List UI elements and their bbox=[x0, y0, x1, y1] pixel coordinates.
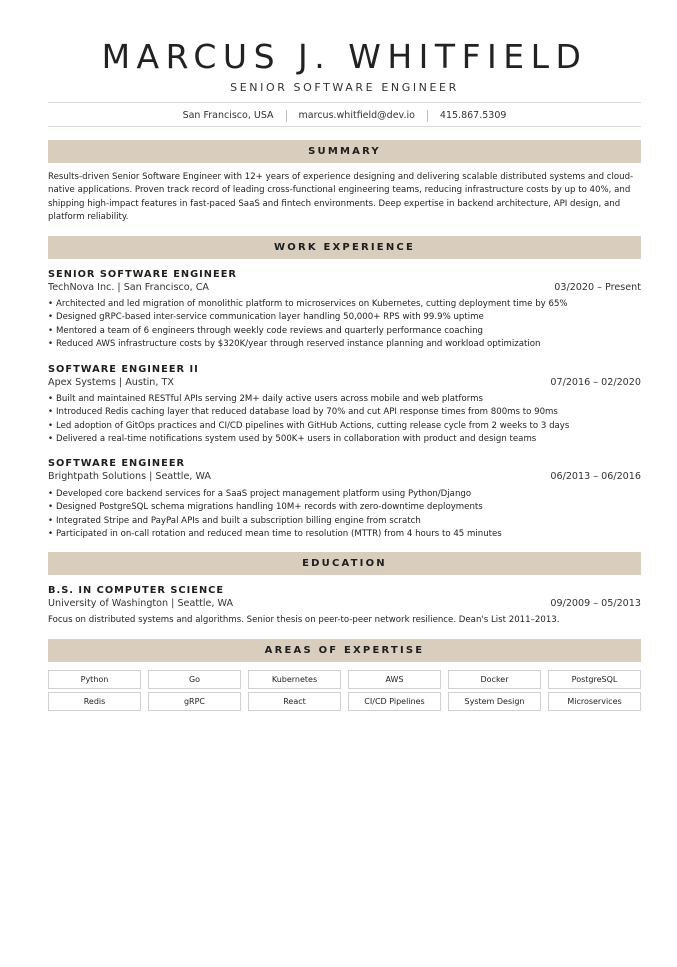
job-title: SOFTWARE ENGINEER II bbox=[48, 364, 199, 375]
candidate-title: SENIOR SOFTWARE ENGINEER bbox=[230, 81, 459, 94]
education-dates: 09/2009 – 05/2013 bbox=[550, 598, 641, 609]
candidate-name: MARCUS J. WHITFIELD bbox=[101, 37, 588, 76]
contact-bar bbox=[48, 108, 641, 124]
job-title: SENIOR SOFTWARE ENGINEER bbox=[48, 269, 237, 280]
header-divider-bottom bbox=[48, 126, 641, 127]
degree-title: B.S. IN COMPUTER SCIENCE bbox=[48, 585, 225, 596]
list-item: • Designed PostgreSQL schema migrations handling 10M+ records with zero-downtime deployments bbox=[48, 501, 641, 514]
job-bullets bbox=[48, 488, 641, 542]
job-organization: Apex Systems | Austin, TX bbox=[48, 377, 174, 388]
skill-tag: AWS bbox=[348, 670, 441, 689]
contact-email[interactable]: marcus.whitfield@dev.io bbox=[298, 110, 415, 121]
job-title: SOFTWARE ENGINEER bbox=[48, 458, 186, 469]
job-dates: 07/2016 – 02/2020 bbox=[550, 377, 641, 388]
skill-tag: PostgreSQL bbox=[548, 670, 641, 689]
list-item: • Integrated Stripe and PayPal APIs and built a subscription billing engine from scratch bbox=[48, 515, 641, 528]
list-item: • Introduced Redis caching layer that reduced database load by 70% and cut API response times from 800ms to 90ms bbox=[48, 406, 641, 419]
header-divider-top bbox=[48, 102, 641, 103]
skill-tag: gRPC bbox=[148, 692, 241, 711]
skill-tag: Microservices bbox=[548, 692, 641, 711]
job-meta bbox=[48, 376, 641, 390]
job-bullets bbox=[48, 298, 641, 352]
section-heading-expertise: AREAS OF EXPERTISE bbox=[48, 639, 641, 662]
skill-tag: Python bbox=[48, 670, 141, 689]
skill-tag: Docker bbox=[448, 670, 541, 689]
summary-text: Results-driven Senior Software Engineer with 12+ years of experience designing and delivering scalable distributed systems and cloud-native applications. Proven track record of leading cross-functional engineering teams, reducing infrastructure costs by up to 40%, and shipping high-impact features in fast-paced SaaS and fintech environments. Deep expertise in backend architecture, API design, and platform reliability. bbox=[48, 172, 634, 222]
job-bullets bbox=[48, 393, 641, 447]
contact-phone[interactable]: 415.867.5309 bbox=[439, 110, 507, 121]
section-heading-education: EDUCATION bbox=[48, 552, 641, 575]
job-dates: 06/2013 – 06/2016 bbox=[550, 471, 641, 482]
list-item: • Developed core backend services for a SaaS project management platform using Python/Django bbox=[48, 488, 641, 501]
skill-tag: Go bbox=[148, 670, 241, 689]
job-meta bbox=[48, 470, 641, 484]
list-item: • Participated in on-call rotation and reduced mean time to resolution (MTTR) from 4 hours to 45 minutes bbox=[48, 528, 641, 541]
skill-tag: React bbox=[248, 692, 341, 711]
list-item: • Reduced AWS infrastructure costs by $320K/year through reserved instance planning and workload optimization bbox=[48, 338, 641, 351]
job-dates: 03/2020 – Present bbox=[554, 282, 641, 293]
school-name: University of Washington | Seattle, WA bbox=[48, 598, 234, 609]
list-item: • Built and maintained RESTful APIs serving 2M+ daily active users across mobile and web platforms bbox=[48, 393, 641, 406]
skill-tag: Redis bbox=[48, 692, 141, 711]
job-organization: TechNova Inc. | San Francisco, CA bbox=[48, 282, 209, 293]
list-item: • Mentored a team of 6 engineers through weekly code reviews and quarterly performance coaching bbox=[48, 325, 641, 338]
list-item: • Delivered a real-time notifications system used by 500K+ users in collaboration with product and design teams bbox=[48, 433, 641, 446]
skill-tag: Kubernetes bbox=[248, 670, 341, 689]
list-item: • Designed gRPC-based inter-service communication layer handling 50,000+ RPS with 99.9% uptime bbox=[48, 311, 641, 324]
job-organization: Brightpath Solutions | Seattle, WA bbox=[48, 471, 211, 482]
list-item: • Led adoption of GitOps practices and CI/CD pipelines with GitHub Actions, cutting release cycle from 2 weeks to 3 days bbox=[48, 420, 641, 433]
education-note: Focus on distributed systems and algorithms. Senior thesis on peer-to-peer network resilience. Dean's List 2011–2013. bbox=[48, 615, 560, 625]
skill-tag: CI/CD Pipelines bbox=[348, 692, 441, 711]
education-meta bbox=[48, 597, 641, 611]
section-heading-experience: WORK EXPERIENCE bbox=[48, 236, 641, 259]
list-item: • Architected and led migration of monolithic platform to microservices on Kubernetes, cutting deployment time by 65% bbox=[48, 298, 641, 311]
contact-location: San Francisco, USA bbox=[182, 110, 274, 121]
skill-tag: System Design bbox=[448, 692, 541, 711]
job-meta bbox=[48, 281, 641, 295]
section-heading-summary: SUMMARY bbox=[48, 140, 641, 163]
skills-grid bbox=[48, 670, 641, 711]
